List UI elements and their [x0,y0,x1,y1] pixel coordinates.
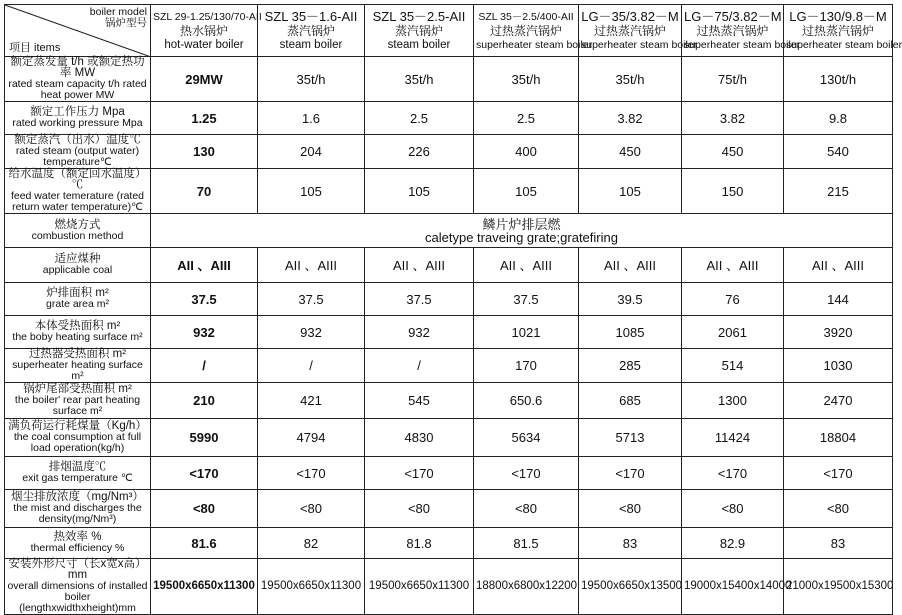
table-cell: 5990 [151,419,258,457]
table-cell: AII 、AIII [258,248,365,283]
table-cell: 130 [151,135,258,169]
table-cell: 1.25 [151,102,258,135]
table-cell: 5634 [474,419,579,457]
table-cell: 37.5 [365,283,474,316]
model-name: SZL 35－1.6-AII [264,8,358,24]
table-row [5,169,893,214]
row-label-en: the boby heating surface m² [12,331,143,343]
table-cell: 9.8 [784,102,893,135]
corner-bottom-label: 项目 items [9,42,61,54]
row-label [5,102,151,135]
table-cell: 150 [682,169,784,214]
table-cell: <170 [258,457,365,490]
row-label-en: exit gas temperature ℃ [22,472,133,484]
row-label-cn: 烟尘排放浓度（mg/Nm³） [11,491,144,503]
model-en: steam boiler [279,38,343,51]
table-cell: AII 、AIII [579,248,682,283]
table-cell: <80 [365,490,474,528]
table-cell: 105 [365,169,474,214]
table-cell: AII 、AIII [365,248,474,283]
model-cn: 蒸汽锅炉 [286,23,335,38]
table-cell: 1.6 [258,102,365,135]
row-label-cn: 安装外形尺寸（长x宽x高）mm [8,558,147,581]
table-cell: 35t/h [365,57,474,102]
row-label-cn: 排烟温度℃ [48,461,107,473]
table-cell: 285 [579,349,682,383]
table-cell: / [258,349,365,383]
table-cell: 37.5 [258,283,365,316]
table-cell: 421 [258,383,365,419]
row-label-cn: 额定工作压力 Mpa [30,106,125,118]
table-cell: 75t/h [682,57,784,102]
row-label-en: overall dimensions of installed boiler (lengthxwidthxheight)mm [7,580,148,614]
corner-top-cn: 锅炉型号 [105,17,147,29]
table-cell: <80 [258,490,365,528]
table-cell: 650.6 [474,383,579,419]
table-cell: 81.5 [474,528,579,559]
row-label-cn: 满负荷运行耗煤量（Kg/h） [8,420,147,432]
table-cell: 105 [579,169,682,214]
table-cell: 1085 [579,316,682,349]
table-cell: 11424 [682,419,784,457]
table-cell: 19500x6650x11300 [365,559,474,615]
model-header-3 [365,5,474,57]
row-label [5,490,151,528]
table-cell: 4830 [365,419,474,457]
row-label-cn: 本体受热面积 m² [34,320,121,332]
table-cell: 514 [682,349,784,383]
table-row [5,349,893,383]
model-name: LG－35/3.82－M [581,8,679,24]
corner-top-en: boiler model [89,6,147,18]
model-en: hot-water boiler [164,38,244,51]
model-cn: 过热蒸汽锅炉 [801,23,874,38]
table-cell: 70 [151,169,258,214]
table-cell: 144 [784,283,893,316]
table-cell: 3920 [784,316,893,349]
row-label-en: grate area m² [45,298,110,310]
table-row [5,248,893,283]
row-label [5,248,151,283]
row-label-en: the boiler' rear part heating surface m² [14,394,141,417]
row-label [5,57,151,102]
model-header-5 [579,5,698,57]
model-name: SZL 35－2.5-AII [372,8,466,24]
model-header-1 [151,5,262,57]
row-label-en: the coal consumption at full load operation(kg/h) [13,431,142,454]
table-cell: 18804 [784,419,893,457]
table-cell: AII 、AIII [474,248,579,283]
model-en: superheater steam boiler [684,38,801,51]
table-cell: 932 [258,316,365,349]
boiler-spec-table [4,4,902,615]
row-label-en: combustion method [31,229,124,242]
table-cell: / [365,349,474,383]
model-name: LG－75/3.82－M [684,8,782,24]
row-label-cn: 额定蒸发量 t/h 或额定热功率 MW [10,56,145,79]
row-label-cn: 燃烧方式 [54,218,101,231]
table-cell: AII 、AIII [151,248,258,283]
table-cell: 35t/h [258,57,365,102]
table-cell: 1021 [474,316,579,349]
table-cell: 82.9 [682,528,784,559]
row-label [5,457,151,490]
table-cell: 76 [682,283,784,316]
table-cell: 21000x19500x15300 [784,559,893,615]
merged-value-en: caletype traveing grate;gratefiring [425,229,618,245]
table-row [5,57,893,102]
table-cell: 685 [579,383,682,419]
table-cell: 226 [365,135,474,169]
row-label-cn: 炉排面积 m² [46,287,109,299]
table-cell: 83 [784,528,893,559]
table-cell: <170 [579,457,682,490]
table-cell: 37.5 [474,283,579,316]
table-cell: 19500x6650x11300 [151,559,258,615]
table-cell: 83 [579,528,682,559]
table-row [5,528,893,559]
table-row [5,316,893,349]
table-cell: AII 、AIII [784,248,893,283]
table-cell: 19500x6650x11300 [258,559,365,615]
table-cell: <80 [579,490,682,528]
merged-value-cell [151,214,893,248]
table-row [5,419,893,457]
row-label [5,528,151,559]
table-cell: 215 [784,169,893,214]
table-cell: 37.5 [151,283,258,316]
row-label-cn: 过热器受热面积 m² [28,348,127,360]
table-cell: <170 [682,457,784,490]
table-cell: <80 [784,490,893,528]
table-cell: <170 [365,457,474,490]
model-header-6 [682,5,801,57]
table-row [5,102,893,135]
header-row [5,5,893,57]
table-cell: 35t/h [474,57,579,102]
row-label [5,419,151,457]
table-cell: 2.5 [474,102,579,135]
table-cell: 2061 [682,316,784,349]
table-cell: 4794 [258,419,365,457]
row-label-cn: 额定蒸汽（出水）温度℃ [14,134,141,146]
corner-top-label [90,7,147,29]
table-row [5,457,893,490]
model-cn: 过热蒸汽锅炉 [593,23,666,38]
row-label [5,135,151,169]
table-cell: <80 [682,490,784,528]
table-cell: 29MW [151,57,258,102]
table-cell: 400 [474,135,579,169]
model-cn: 热水锅炉 [179,23,228,38]
table-cell: 545 [365,383,474,419]
table-cell: 932 [365,316,474,349]
table-cell: 130t/h [784,57,893,102]
table-cell: 450 [579,135,682,169]
table-cell: 204 [258,135,365,169]
table-cell: <170 [784,457,893,490]
model-cn: 过热蒸汽锅炉 [489,23,562,38]
model-cn: 蒸汽锅炉 [394,23,443,38]
table-cell: 19000x15400x14000 [682,559,784,615]
model-header-4 [474,5,593,57]
table-cell: 19500x6650x13500 [579,559,682,615]
row-label [5,316,151,349]
table-row [5,135,893,169]
row-label-en: rated steam capacity t/h rated heat power MW [8,78,147,101]
model-en: steam boiler [387,38,451,51]
table-cell: <80 [151,490,258,528]
row-label-en: rated working pressure Mpa [12,117,143,129]
row-label-cn: 热效率 % [53,531,102,543]
table-cell: 81.8 [365,528,474,559]
row-label [5,169,151,214]
table-row [5,214,893,248]
row-label [5,383,151,419]
table-cell: <170 [151,457,258,490]
table-row [5,490,893,528]
table-cell: AII 、AIII [682,248,784,283]
row-label [5,214,151,248]
table-cell: 1300 [682,383,784,419]
merged-value-cn: 鳞片炉排层燃 [482,216,561,232]
corner-header-cell [5,5,151,57]
table-row [5,283,893,316]
model-header-2 [258,5,365,57]
table-cell: 3.82 [682,102,784,135]
row-label-en: thermal efficiency % [30,542,125,554]
row-label [5,559,151,615]
row-label-en: the mist and discharges the density(mg/Nm³) [13,502,142,525]
row-label [5,283,151,316]
row-label-cn: 锅炉尾部受热面积 m² [23,383,132,395]
model-en: superheater steam boiler [476,38,593,51]
table-cell: 2.5 [365,102,474,135]
model-name: SZL 35－2.5/400-AII [478,10,574,23]
table-cell: 39.5 [579,283,682,316]
table-cell: / [151,349,258,383]
table-cell: 170 [474,349,579,383]
row-label-en: rated steam (output water) temperature℃ [15,145,140,168]
model-name: LG－130/9.8－M [789,8,887,24]
row-label-en: applicable coal [42,264,113,276]
table-cell: 35t/h [579,57,682,102]
model-en: superheater steam boiler [786,38,902,51]
table-cell: 82 [258,528,365,559]
model-name: SZL 29-1.25/130/70-AII [153,10,262,23]
table-cell: 3.82 [579,102,682,135]
table-cell: <80 [474,490,579,528]
table-cell: <170 [474,457,579,490]
row-label [5,349,151,383]
table-cell: 105 [258,169,365,214]
table-row [5,383,893,419]
row-label-en: superheater heating surface m² [12,359,143,382]
row-label-cn: 适应煤种 [54,253,101,265]
table-cell: 2470 [784,383,893,419]
row-label-cn: 给水温度（额定回水温度）℃ [8,168,147,191]
model-en: superheater steam boiler [581,38,698,51]
table-cell: 81.6 [151,528,258,559]
table-cell: 18800x6800x12200 [474,559,579,615]
table-cell: 105 [474,169,579,214]
table-cell: 540 [784,135,893,169]
table-cell: 210 [151,383,258,419]
row-label-en: feed water temerature (rated return water temperature)℃ [10,190,145,213]
table-cell: 932 [151,316,258,349]
table-cell: 5713 [579,419,682,457]
table-row [5,559,893,615]
model-header-7 [784,5,902,57]
table-cell: 1030 [784,349,893,383]
table-cell: 450 [682,135,784,169]
model-cn: 过热蒸汽锅炉 [696,23,769,38]
